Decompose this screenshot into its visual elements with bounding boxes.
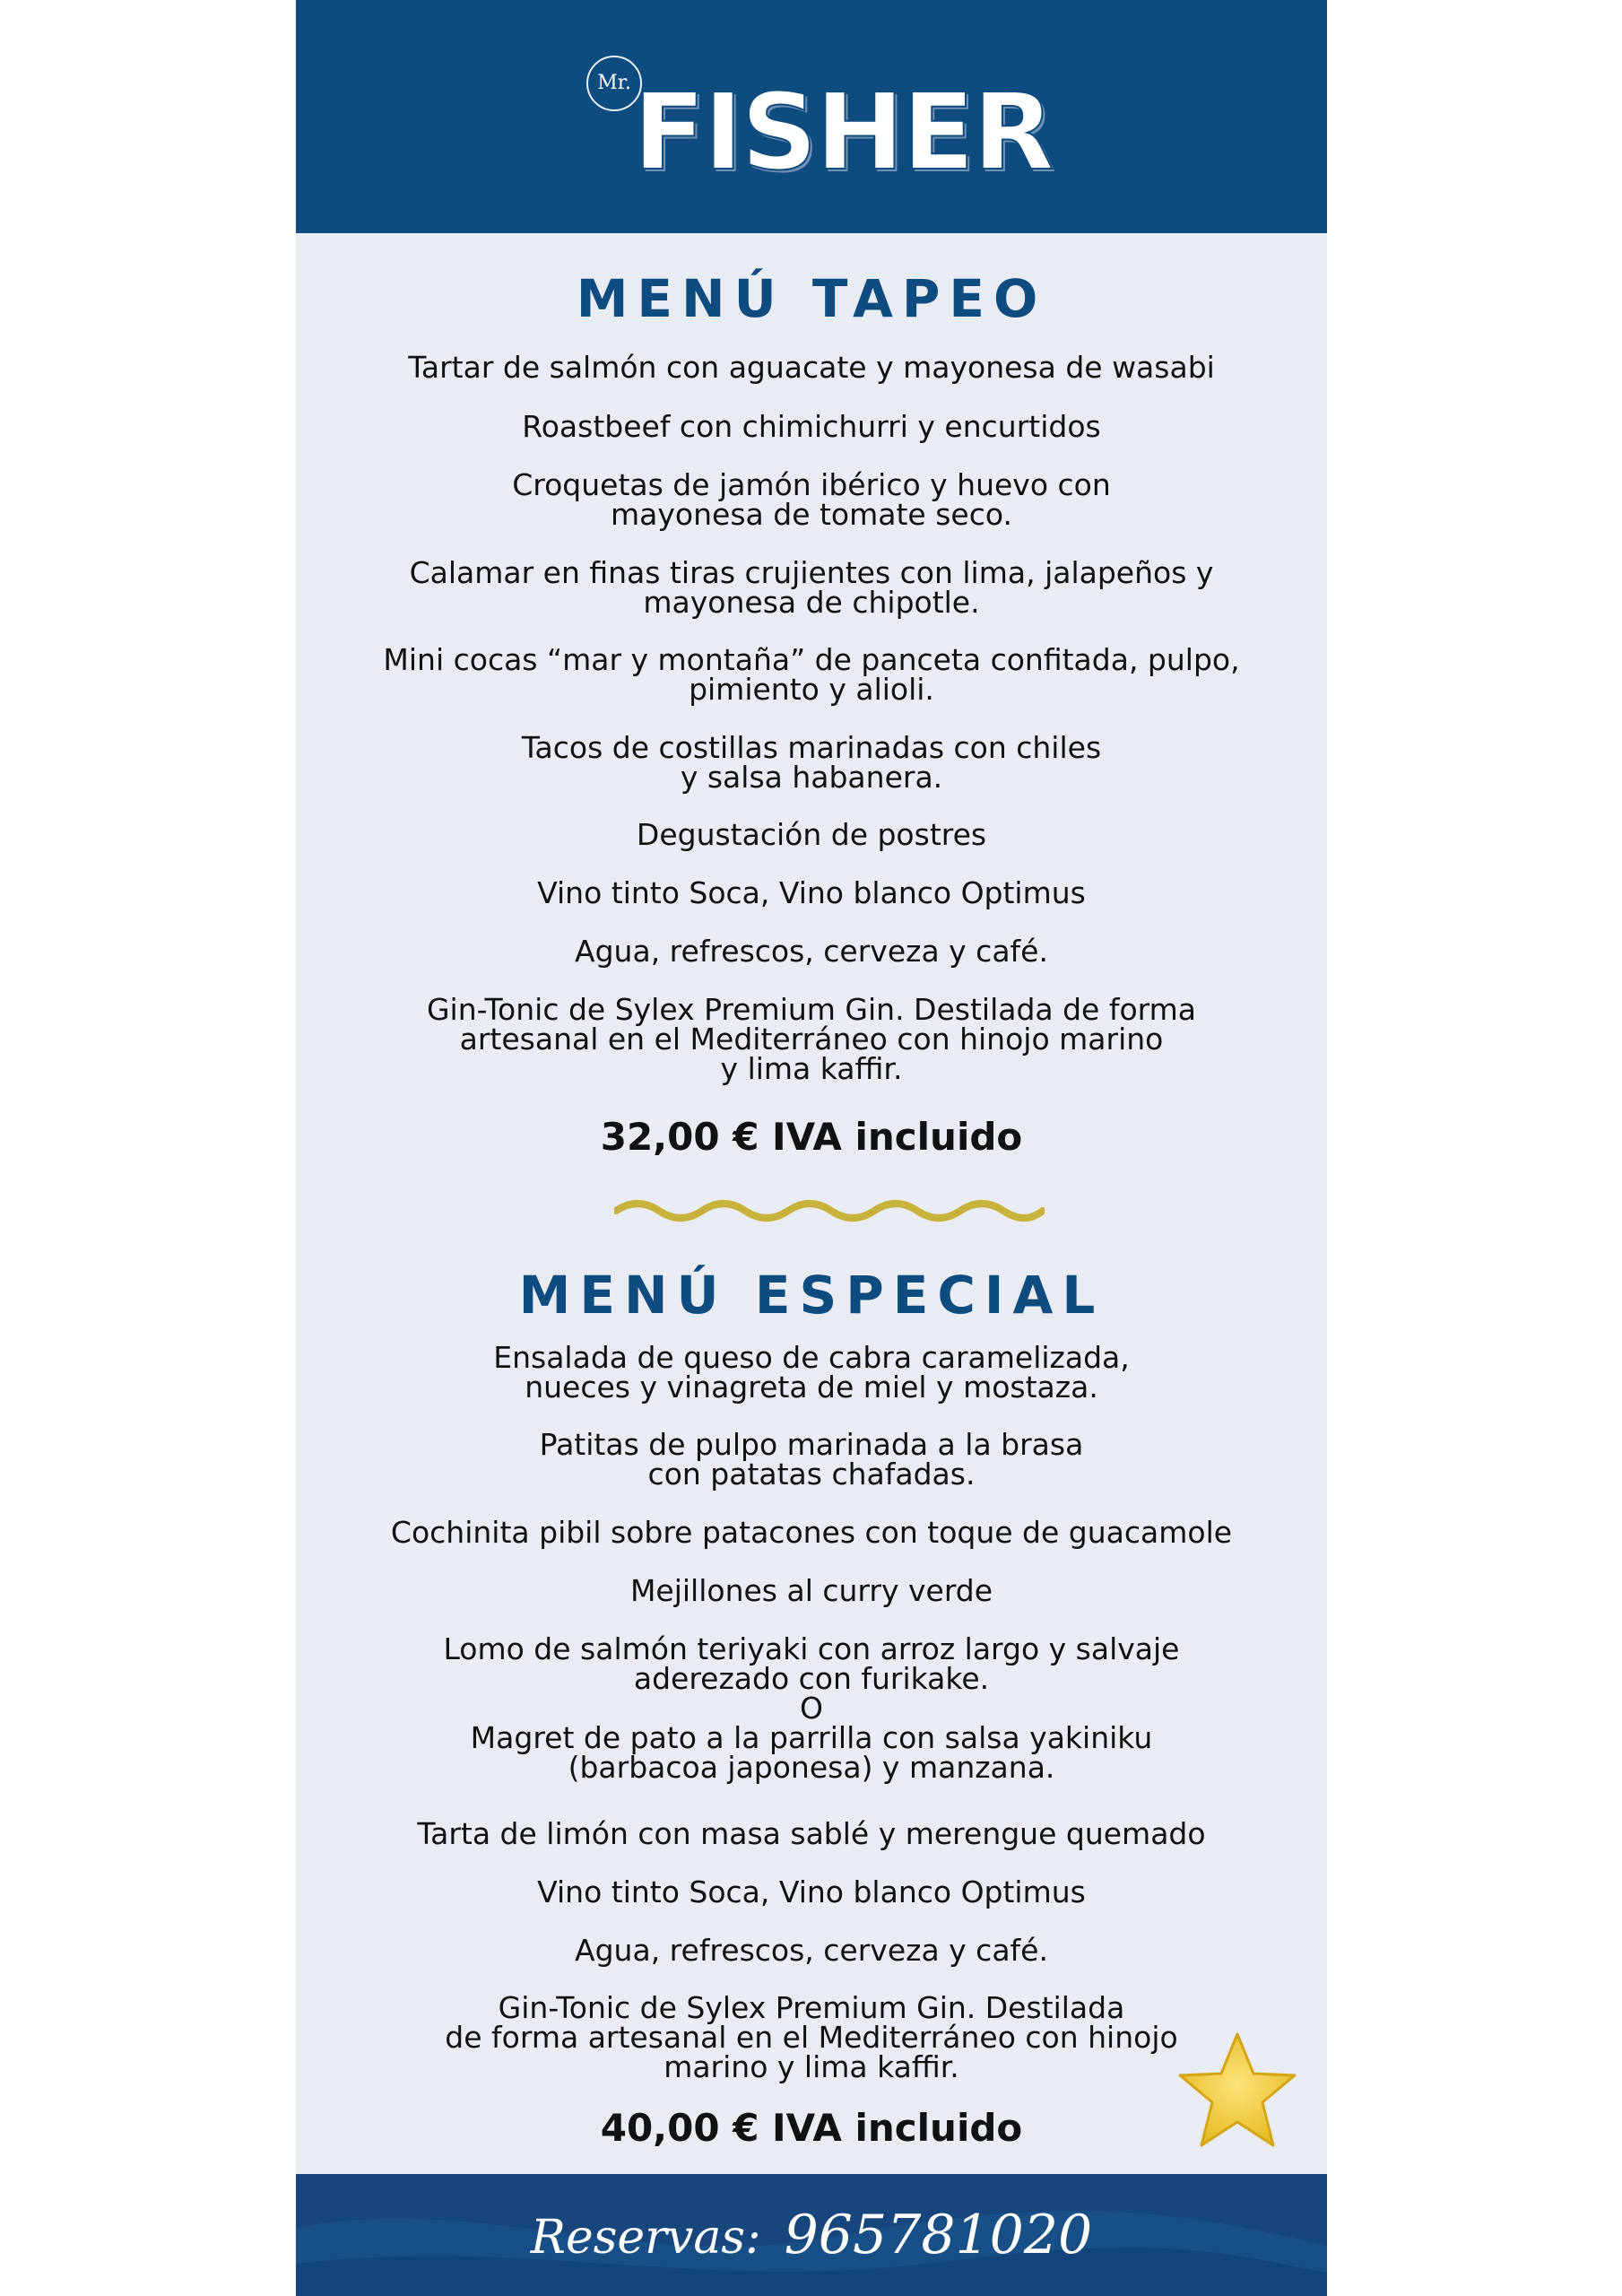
tapeo-item: Gin-Tonic de Sylex Premium Gin. Destilada de forma artesanal en el Mediterráneo con hinojo marino y lima kaffir. bbox=[426, 992, 1197, 1086]
tapeo-item: Tacos de costillas marinadas con chiles y salsa habanera. bbox=[521, 730, 1102, 795]
especial-item: Lomo de salmón teriyaki con arroz largo y salvaje aderezado con furikake. O Magret de pato a la parrilla con salsa yakiniku (barbacoa japonesa) y manzana. bbox=[443, 1631, 1180, 1785]
tapeo-item: Roastbeef con chimichurri y encurtidos bbox=[522, 409, 1101, 444]
tapeo-item: Vino tinto Soca, Vino blanco Optimus bbox=[537, 875, 1086, 910]
especial-item: Ensalada de queso de cabra caramelizada, nueces y vinagreta de miel y mostaza. bbox=[493, 1340, 1130, 1405]
tapeo-item: Degustación de postres bbox=[636, 817, 987, 852]
tapeo-item: Mini cocas “mar y montaña” de panceta confitada, pulpo, pimiento y alioli. bbox=[383, 642, 1240, 707]
tapeo-item: Tartar de salmón con aguacate y mayonesa de wasabi bbox=[408, 350, 1215, 385]
reservations-phone[interactable]: 965781020 bbox=[784, 2204, 1093, 2266]
menu-especial-title: MENÚ ESPECIAL bbox=[518, 1265, 1105, 1326]
star-icon bbox=[1175, 2029, 1300, 2154]
especial-item: Patitas de pulpo marinada a la brasa con patatas chafadas. bbox=[539, 1427, 1084, 1492]
menu-tapeo-price: 32,00 € IVA incluido bbox=[600, 1115, 1023, 1159]
reservations-label: Reservas: bbox=[530, 2211, 761, 2265]
especial-item: Mejillones al curry verde bbox=[629, 1573, 993, 1608]
tapeo-item: Calamar en finas tiras crujientes con lima, jalapeños y mayonesa de chipotle. bbox=[409, 555, 1214, 620]
menu-tapeo-title: MENÚ TAPEO bbox=[576, 268, 1047, 329]
logo-wordmark: FISHER bbox=[633, 70, 1053, 194]
menu-card bbox=[296, 0, 1327, 2296]
tapeo-item: Agua, refrescos, cerveza y café. bbox=[575, 934, 1048, 969]
reservations-text bbox=[296, 2201, 1327, 2272]
tapeo-item: Croquetas de jamón ibérico y huevo con mayonesa de tomate seco. bbox=[512, 467, 1111, 532]
especial-item: Cochinita pibil sobre patacones con toque de guacamole bbox=[390, 1515, 1233, 1550]
especial-item: Gin-Tonic de Sylex Premium Gin. Destilada de forma artesanal en el Mediterráneo con hinojo marino y lima kaffir. bbox=[445, 1990, 1178, 2084]
header-banner bbox=[296, 0, 1327, 233]
menu-especial-price: 40,00 € IVA incluido bbox=[600, 2106, 1023, 2150]
especial-item: Tarta de limón con masa sablé y merengue quemado bbox=[417, 1816, 1206, 1851]
especial-item: Agua, refrescos, cerveza y café. bbox=[575, 1933, 1048, 1968]
wave-divider-icon bbox=[614, 1193, 1045, 1229]
especial-item: Vino tinto Soca, Vino blanco Optimus bbox=[537, 1874, 1086, 1909]
reservations-footer bbox=[296, 2174, 1327, 2296]
logo-mr-badge: Mr. bbox=[586, 56, 642, 111]
